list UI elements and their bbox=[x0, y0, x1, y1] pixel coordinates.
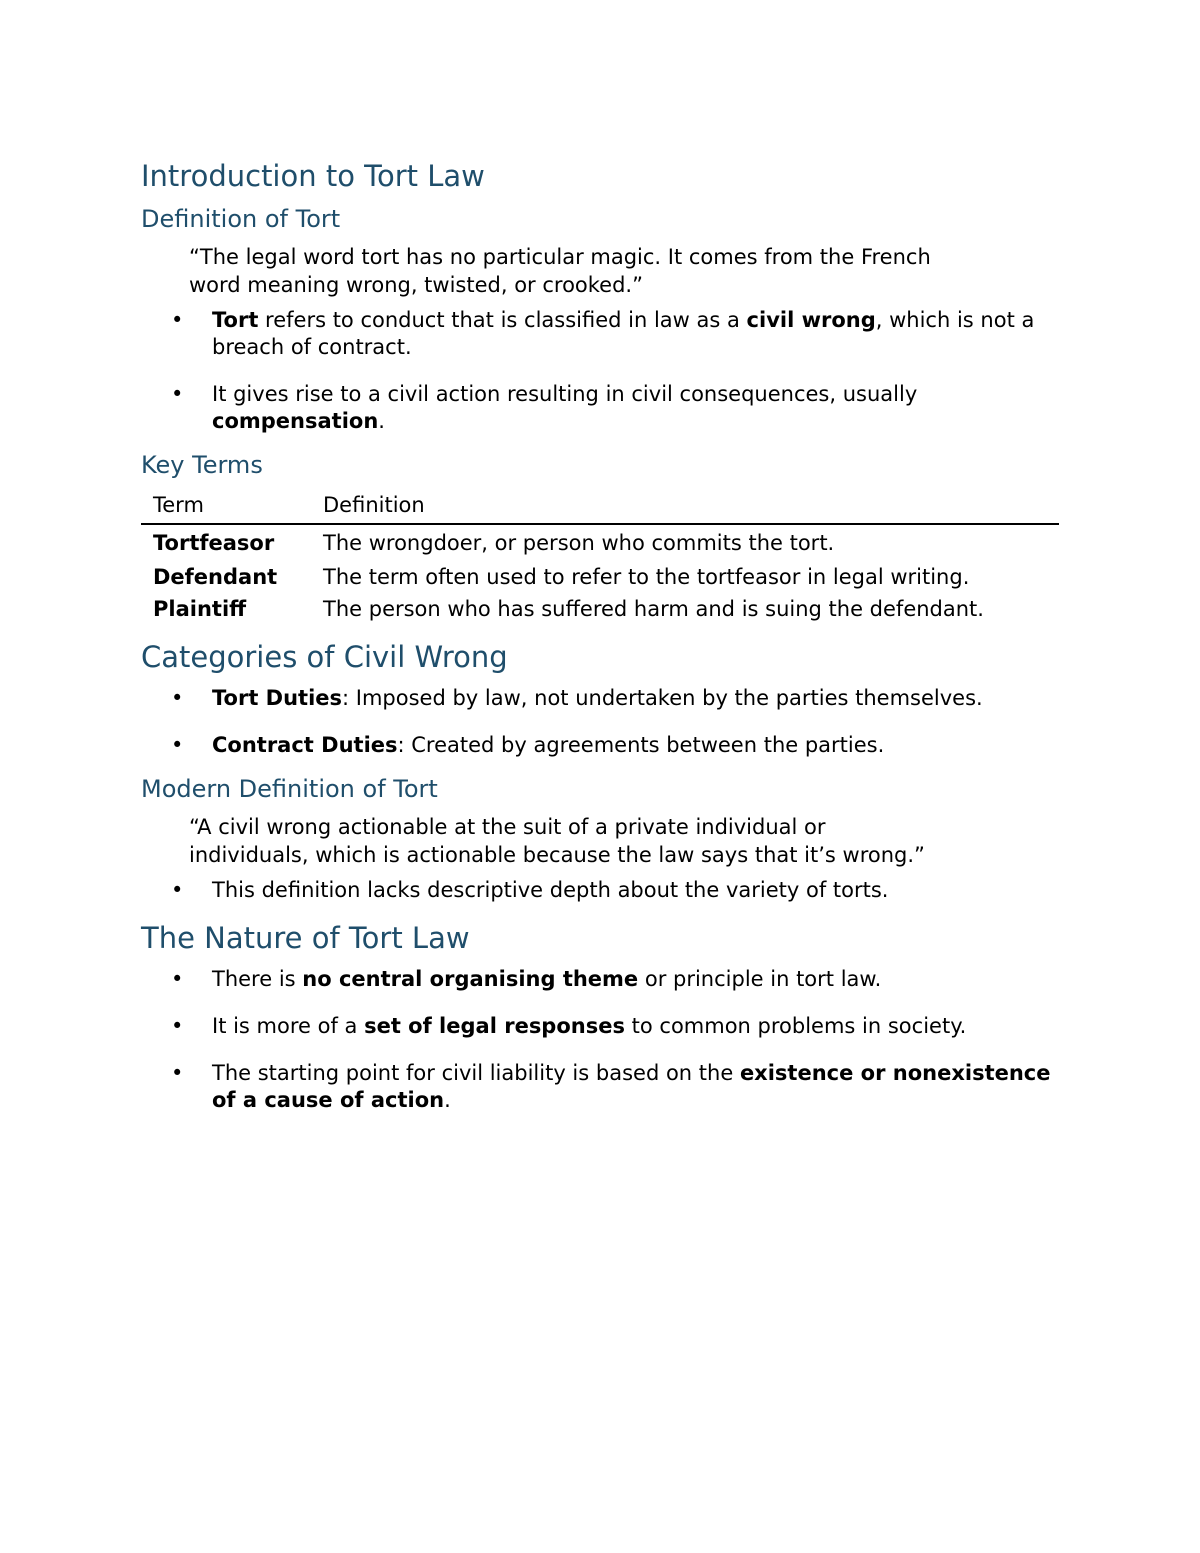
table-row bbox=[141, 524, 1059, 557]
list-text: It gives rise to a civil action resulting in civil consequences, usually bbox=[212, 382, 918, 406]
bullet-icon: • bbox=[171, 382, 184, 406]
list-text: : Imposed by law, not undertaken by the parties themselves. bbox=[342, 686, 983, 710]
bold-term: existence or nonexistence of a cause of action bbox=[212, 1061, 1051, 1112]
bullet-icon: • bbox=[171, 1061, 184, 1085]
bold-term: civil wrong bbox=[746, 308, 876, 332]
list-text: to common problems in society. bbox=[624, 1014, 967, 1038]
term-cell: Tortfeasor bbox=[153, 531, 275, 555]
definition-quote: “The legal word tort has no particular magic. It comes from the French word meaning wrong, twisted, or crooked.” bbox=[189, 245, 931, 297]
list-item bbox=[141, 1013, 1059, 1040]
list-text: . bbox=[444, 1088, 451, 1112]
list-text: : Created by agreements between the parties. bbox=[397, 733, 885, 757]
bold-term: Tort Duties bbox=[212, 686, 343, 710]
bullet-icon: • bbox=[171, 686, 184, 710]
list-item bbox=[141, 966, 1059, 993]
list-item bbox=[141, 685, 1059, 712]
document-title: Introduction to Tort Law bbox=[141, 159, 485, 193]
bullet-icon: • bbox=[171, 733, 184, 757]
term-cell: Defendant bbox=[153, 565, 278, 589]
nature-bullet-list bbox=[141, 966, 1059, 1114]
bullet-icon: • bbox=[171, 878, 184, 902]
table-row bbox=[141, 557, 1059, 591]
document-page bbox=[141, 156, 1059, 1114]
bullet-icon: • bbox=[171, 1014, 184, 1038]
bold-term: compensation bbox=[212, 409, 379, 433]
modern-definition-quote: “A civil wrong actionable at the suit of a private individual or individuals, which is actionable because the law says that it’s wrong.” bbox=[189, 815, 925, 867]
list-text: The starting point for civil liability is based on the bbox=[212, 1061, 740, 1085]
bold-term: Contract Duties bbox=[212, 733, 398, 757]
definition-cell: The wrongdoer, or person who commits the tort. bbox=[323, 531, 835, 555]
term-cell: Plaintiff bbox=[153, 597, 247, 621]
bold-term: set of legal responses bbox=[364, 1014, 625, 1038]
bullet-icon: • bbox=[171, 967, 184, 991]
categories-bullet-list bbox=[141, 685, 1059, 759]
list-text: or principle in tort law. bbox=[638, 967, 882, 991]
list-item bbox=[141, 381, 1059, 435]
list-item bbox=[141, 877, 1059, 904]
modern-definition-heading: Modern Definition of Tort bbox=[141, 775, 438, 803]
list-text: refers to conduct that is classified in law as a bbox=[258, 308, 747, 332]
nature-heading: The Nature of Tort Law bbox=[141, 921, 470, 955]
key-terms-table bbox=[141, 491, 1059, 623]
table-row bbox=[141, 591, 1059, 623]
list-text: There is bbox=[212, 967, 303, 991]
list-item bbox=[141, 1060, 1059, 1114]
definition-cell: The term often used to refer to the tortfeasor in legal writing. bbox=[323, 565, 970, 589]
definition-heading: Definition of Tort bbox=[141, 205, 341, 233]
column-header-definition: Definition bbox=[311, 491, 1059, 524]
list-text: It is more of a bbox=[212, 1014, 365, 1038]
key-terms-heading: Key Terms bbox=[141, 451, 263, 479]
definition-bullet-list bbox=[141, 307, 1059, 435]
definition-cell: The person who has suffered harm and is suing the defendant. bbox=[323, 597, 984, 621]
bold-term: Tort bbox=[212, 308, 259, 332]
table-header-row bbox=[141, 491, 1059, 524]
list-item bbox=[141, 307, 1059, 361]
bullet-icon: • bbox=[171, 308, 184, 332]
list-item bbox=[141, 732, 1059, 759]
modern-bullet-list bbox=[141, 877, 1059, 904]
list-text: , which is not a breach of contract. bbox=[212, 308, 1035, 359]
bold-term: no central organising theme bbox=[302, 967, 639, 991]
categories-heading: Categories of Civil Wrong bbox=[141, 640, 508, 674]
list-text: . bbox=[378, 409, 385, 433]
list-text: This definition lacks descriptive depth about the variety of torts. bbox=[212, 878, 889, 902]
column-header-term: Term bbox=[141, 491, 311, 524]
